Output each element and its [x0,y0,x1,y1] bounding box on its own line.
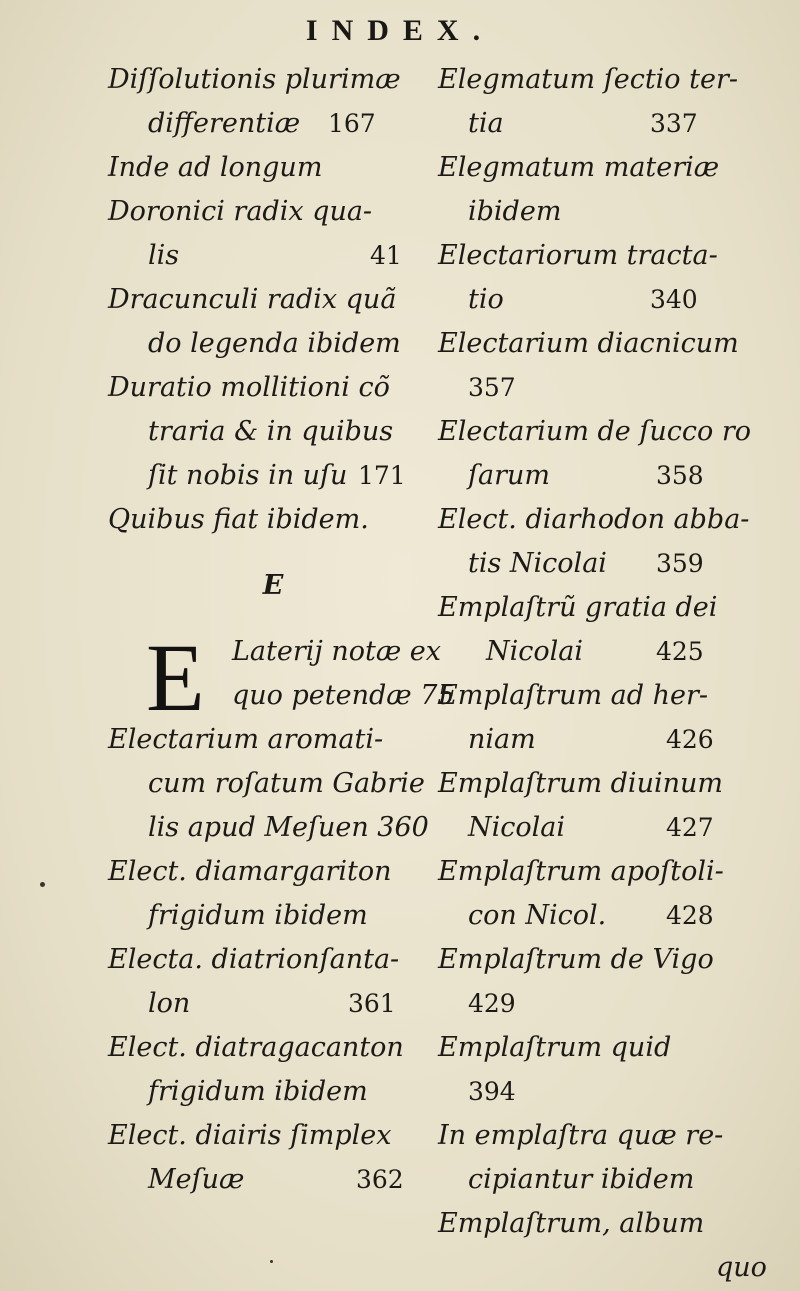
entry-text: Emplaſtrum diuinum [438,768,723,799]
index-entry [438,366,758,410]
entry-text: ſit nobis in uſu [148,460,348,491]
index-entry [108,498,438,542]
index-entry [108,630,442,674]
page-number: 362 [356,1165,404,1194]
entry-text: Electa. diatrionſanta- [108,944,400,975]
index-entry [438,718,758,762]
catchword-text: quo [716,1252,767,1283]
entry-text: Diſſolutionis plurimæ [108,64,401,95]
entry-text: Dracunculi radix quã [108,284,397,315]
ink-speck [270,1260,273,1263]
entry-text: 394 [468,1077,516,1106]
index-entry [456,630,758,674]
entry-text: 357 [468,373,516,402]
entry-text: Emplaſtrum, album [438,1208,705,1239]
entry-text: Electarium diacnicum [438,328,739,359]
entry-text: Meſuæ [148,1164,245,1195]
right-column [438,58,767,1290]
entry-text: Nicolai [468,812,566,843]
index-entry [438,586,758,630]
index-entry [108,146,438,190]
entry-text: Electarium aromati- [108,724,384,755]
index-entry [438,938,758,982]
index-entry [438,850,758,894]
drop-capital: E [146,624,205,731]
entry-text: 429 [468,989,516,1018]
entry-text: Quibus fiat ibidem. [108,504,369,535]
entry-text: Inde ad longum [108,152,323,183]
index-entry [108,938,438,982]
page-number: 358 [656,461,704,490]
index-entry [108,410,438,454]
entry-text: Electarium de ſucco ro [438,416,751,447]
entry-text: differentiæ [148,108,301,139]
entry-text: Electariorum tracta- [438,240,718,271]
index-entry [438,894,758,938]
index-entry [108,674,455,718]
index-entry [108,366,438,410]
page-number: 425 [656,637,704,666]
page-number: 171 [358,461,406,490]
index-entry [438,410,758,454]
index-entry [108,894,438,938]
entry-text: Nicolai [486,636,584,667]
entry-text: Emplaſtrum de Vigo [438,944,714,975]
entry-text: cum roſatum Gabrie [148,768,425,799]
entry-text: Doronici radix qua- [108,196,373,227]
index-entry [438,1026,758,1070]
index-entry [438,322,758,366]
entry-text: Elect. diamargariton [108,856,392,887]
entry-text: tia [468,108,504,139]
index-entry [438,58,758,102]
index-entry [108,234,438,278]
entry-text: Emplaſtrum quid [438,1032,672,1063]
page-number: 340 [650,285,698,314]
index-entry [438,1158,758,1202]
entry-text: lis apud Meſuen 360 [148,812,429,843]
entry-text: con Nicol. [468,900,607,931]
page-number: 361 [348,989,396,1018]
entry-text: tio [468,284,504,315]
index-entry [108,718,438,762]
index-entry [438,454,758,498]
page-number: 359 [656,549,704,578]
index-entry [438,762,758,806]
page-number: 167 [328,109,376,138]
section-letter: E [262,570,284,601]
entry-text: lis [148,240,180,271]
index-entry [438,1114,758,1158]
index-entry [438,542,758,586]
entry-text: Elect. diarhodon abba- [438,504,750,535]
index-entry [108,1026,438,1070]
index-entry [108,190,438,234]
entry-text: In emplaſtra quæ re- [438,1120,724,1151]
entry-text: Elect. diatragacanton [108,1032,404,1063]
entry-text: traria & in quibus [148,416,394,447]
running-header: INDEX. [305,14,495,47]
page-number: 427 [666,813,714,842]
entry-text: quo petendæ 75 [232,680,455,711]
entry-text: do legenda ibidem [148,328,401,359]
entry-text: frigidum ibidem [148,900,368,931]
page-number: 41 [370,241,402,270]
index-entry [438,102,758,146]
index-entry [438,498,758,542]
index-entry [438,982,758,1026]
entry-text: Emplaſtrũ gratia dei [438,592,718,623]
entry-text: Duratio mollitioni cõ [108,372,390,403]
index-entry [438,1202,758,1246]
index-entry [438,674,758,718]
index-entry [108,850,438,894]
page-number: 428 [666,901,714,930]
ink-speck [40,882,45,887]
index-entry [108,322,438,366]
left-column [108,58,455,1202]
index-entry [108,762,438,806]
index-entry [438,1070,758,1114]
entry-text: tis Nicolai [468,548,607,579]
dropcap-entry [108,624,455,731]
index-entry [108,454,438,498]
index-entry [108,806,438,850]
entry-text: niam [468,724,536,755]
entry-text: frigidum ibidem [148,1076,368,1107]
entry-text: lon [148,988,191,1019]
entry-text: Emplaſtrum ad her- [438,680,709,711]
entry-text: cipiantur ibidem [468,1164,695,1195]
entry-text: Laterij notæ ex [232,636,442,667]
index-entry [108,102,438,146]
index-entry [438,278,758,322]
entry-text: Elegmatum ſectio ter- [438,64,739,95]
index-entry [438,234,758,278]
index-entry [438,190,758,234]
entry-text: Elect. diairis ſimplex [108,1120,392,1151]
page-number: 426 [666,725,714,754]
index-entry [108,1114,438,1158]
index-entry [108,58,438,102]
catchword [438,1246,767,1290]
index-entry [438,806,758,850]
entry-text: ibidem [468,196,562,227]
index-entry [108,278,438,322]
entry-text: Emplaſtrum apoſtoli- [438,856,724,887]
index-entry [108,1070,438,1114]
page-number: 337 [650,109,698,138]
index-entry [108,982,438,1026]
index-entry [108,1158,438,1202]
entry-text: ſarum [468,460,550,491]
entry-text: Elegmatum materiæ [438,152,720,183]
index-entry [438,146,758,190]
